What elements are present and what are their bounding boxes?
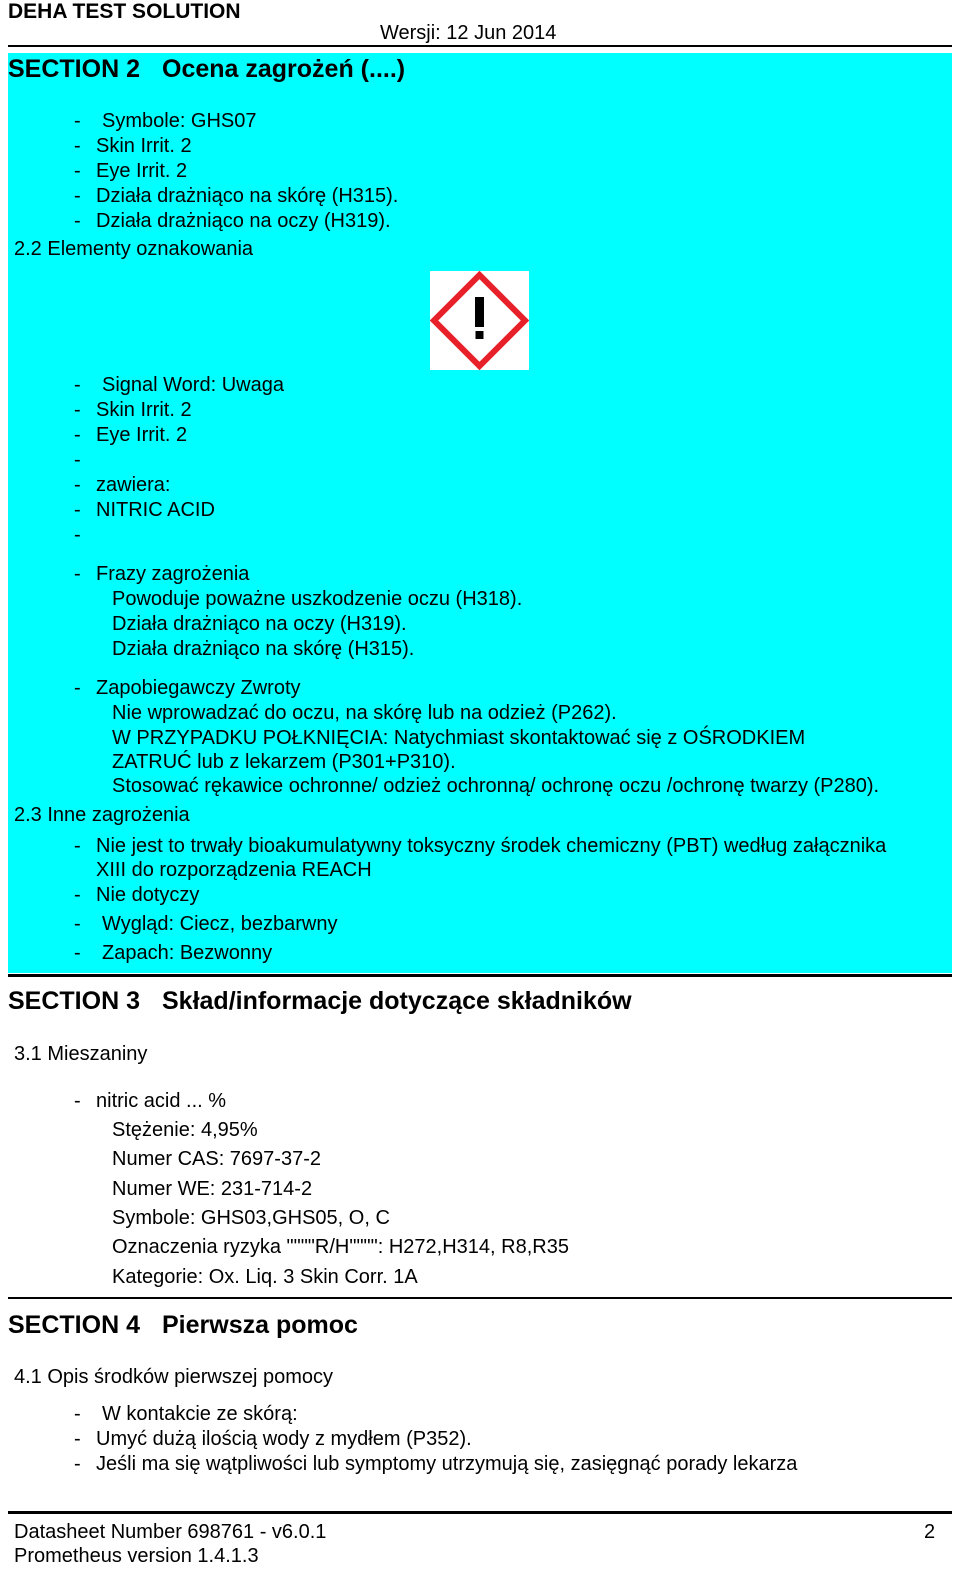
section-3-bottom-rule xyxy=(8,1297,952,1299)
symbol-line: Symbole: GHS07 xyxy=(102,110,257,132)
first-aid-item: Umyć dużą ilością wody z mydłem (P352). xyxy=(96,1428,472,1450)
section-2-heading: SECTION 2 Ocena zagrożeń (....) xyxy=(8,55,406,83)
classification-line: Skin Irrit. 2 xyxy=(96,135,192,157)
component-detail: Numer WE: 231-714-2 xyxy=(112,1178,313,1200)
precaution-statement: ZATRUĆ lub z lekarzem (P301+P310). xyxy=(112,751,456,773)
hazard-statement: Działa drażniąco na skórę (H315). xyxy=(112,638,415,660)
appearance: Wygląd: Ciecz, bezbarwny xyxy=(102,913,338,935)
other-hazards-heading: 2.3 Inne zagrożenia xyxy=(14,804,190,826)
section-2-bottom-rule xyxy=(8,974,952,977)
pbt-statement-cont: XIII do rozporządzenia REACH xyxy=(96,859,372,881)
precaution-statement: Stosować rękawice ochronne/ odzież ochronną/ ochronę oczu /ochronę twarzy (P280). xyxy=(112,775,880,797)
classification-line: Działa drażniąco na oczy (H319). xyxy=(96,210,391,232)
component-name: nitric acid ... % xyxy=(96,1090,227,1112)
component-detail: Stężenie: 4,95% xyxy=(112,1119,258,1141)
mixtures-heading: 3.1 Mieszaniny xyxy=(14,1043,148,1065)
ghs07-exclamation-mark-icon xyxy=(430,271,529,370)
label-item: zawiera: xyxy=(96,474,171,496)
label-item: NITRIC ACID xyxy=(96,499,215,521)
precaution-statement: Nie wprowadzać do oczu, na skórę lub na odzież (P262). xyxy=(112,702,617,724)
precaution-statement: W PRZYPADKU POŁKNIĘCIA: Natychmiast skontaktować się z OŚRODKIEM xyxy=(112,727,806,749)
header-rule xyxy=(8,45,952,47)
first-aid-subheading: 4.1 Opis środków pierwszej pomocy xyxy=(14,1366,334,1388)
component-detail: Symbole: GHS03,GHS05, O, C xyxy=(112,1207,390,1229)
page-number: 2 xyxy=(924,1521,936,1543)
odour: Zapach: Bezwonny xyxy=(102,942,273,964)
prometheus-version: Prometheus version 1.4.1.3 xyxy=(14,1545,259,1567)
section-3-heading: SECTION 3 Skład/informacje dotyczące składników xyxy=(8,987,632,1015)
pbt-statement: Nie jest to trwały bioakumulatywny toksyczny środek chemiczny (PBT) według załącznika xyxy=(96,835,887,857)
footer-rule xyxy=(8,1511,952,1514)
first-aid-item: W kontakcie ze skórą: xyxy=(102,1403,298,1425)
version-date: Wersji: 12 Jun 2014 xyxy=(380,22,557,44)
label-item: Eye Irrit. 2 xyxy=(96,424,188,446)
signal-word: Signal Word: Uwaga xyxy=(102,374,284,396)
hazard-statement: Powoduje poważne uszkodzenie oczu (H318). xyxy=(112,588,523,610)
section-4-heading: SECTION 4 Pierwsza pomoc xyxy=(8,1311,358,1339)
classification-line: Działa drażniąco na skórę (H315). xyxy=(96,185,399,207)
label-item: Skin Irrit. 2 xyxy=(96,399,192,421)
first-aid-item: Jeśli ma się wątpliwości lub symptomy utrzymują się, zasięgnąć porady lekarza xyxy=(96,1453,798,1475)
not-applicable: Nie dotyczy xyxy=(96,884,200,906)
datasheet-number: Datasheet Number 698761 - v6.0.1 xyxy=(14,1521,327,1543)
component-detail: Oznaczenia ryzyka """"R/H"""": H272,H314, R8,R35 xyxy=(112,1236,569,1258)
label-elements-heading: 2.2 Elementy oznakowania xyxy=(14,238,254,260)
hazard-statements-heading: Frazy zagrożenia xyxy=(96,563,250,585)
component-detail: Numer CAS: 7697-37-2 xyxy=(112,1148,321,1170)
classification-line: Eye Irrit. 2 xyxy=(96,160,188,182)
component-detail: Kategorie: Ox. Liq. 3 Skin Corr. 1A xyxy=(112,1266,418,1288)
hazard-statement: Działa drażniąco na oczy (H319). xyxy=(112,613,407,635)
company-name: DEHA TEST SOLUTION xyxy=(8,0,241,23)
precaution-heading: Zapobiegawczy Zwroty xyxy=(96,677,301,699)
